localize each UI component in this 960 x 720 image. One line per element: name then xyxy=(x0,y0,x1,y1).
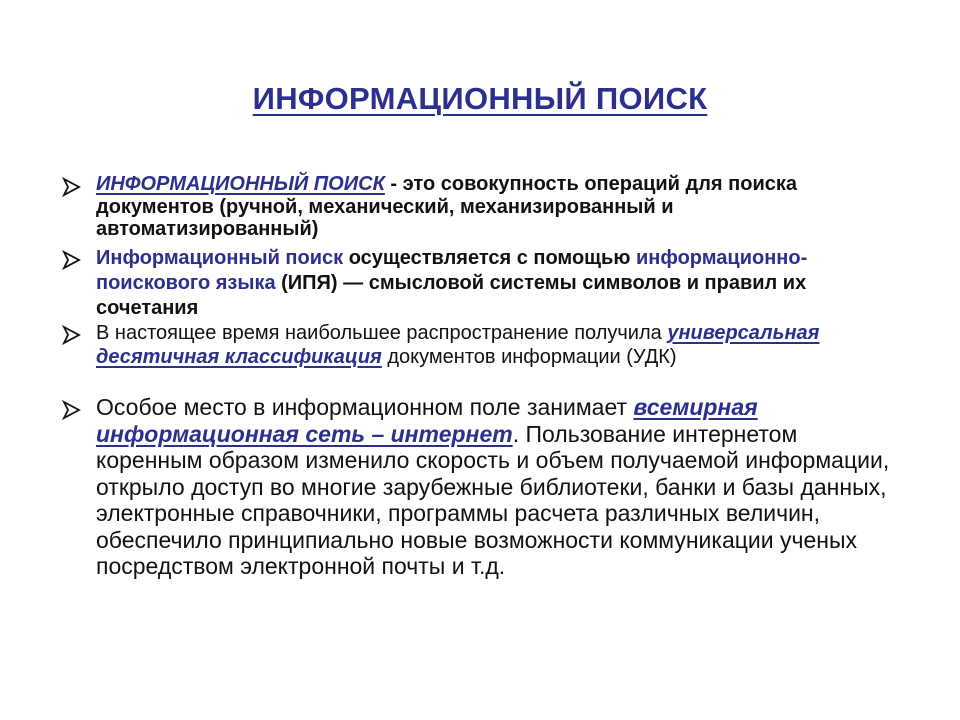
term-highlight: ИНФОРМАЦИОННЫЙ ПОИСК xyxy=(96,173,385,195)
term-highlight: Информационный поиск xyxy=(96,247,344,269)
arrowhead-bullet-icon xyxy=(62,400,82,420)
text-fragment: . Пользование интернетом коренным образом изменило скорость и объем получаемой информации, открыло доступ во многие зарубежные библиотеки, банки и базы данных, электронные справочники, программы расчета различных величин, обеспечило принципиально новые возможности коммуникации ученых посредством электронной почты и т.д. xyxy=(96,420,890,579)
bullet-item-text xyxy=(96,246,896,321)
text-fragment: документов информации (УДК) xyxy=(381,346,677,368)
slide-title-text: ИНФОРМАЦИОННЫЙ ПОИСК xyxy=(252,81,708,116)
term-highlight: всемирная информационная сеть – интернет xyxy=(96,394,758,447)
arrowhead-bullet-icon xyxy=(62,325,82,345)
text-fragment: это совокупность операций для поиска документов (ручной, механический, механизированный и автоматизированный) xyxy=(96,173,798,240)
bullet-item-text xyxy=(96,173,896,241)
bullet-item-text xyxy=(96,321,896,369)
arrowhead-bullet-icon xyxy=(62,177,82,197)
text-fragment: - xyxy=(384,173,403,195)
arrowhead-bullet-icon xyxy=(62,250,82,270)
text-fragment: (ИПЯ) — смысловой системы символов и правил их сочетания xyxy=(96,272,807,319)
text-fragment: Особое место в информационном поле занимает xyxy=(96,394,634,420)
text-fragment: осуществляется с помощью xyxy=(343,247,636,269)
term-highlight: информационно-поискового языка xyxy=(96,247,808,294)
slide-title xyxy=(0,79,960,119)
text-fragment: В настоящее время наибольшее распространение получила xyxy=(96,322,668,344)
bullet-item-text xyxy=(96,394,896,580)
term-highlight: универсальная десятичная классификация xyxy=(96,322,820,368)
